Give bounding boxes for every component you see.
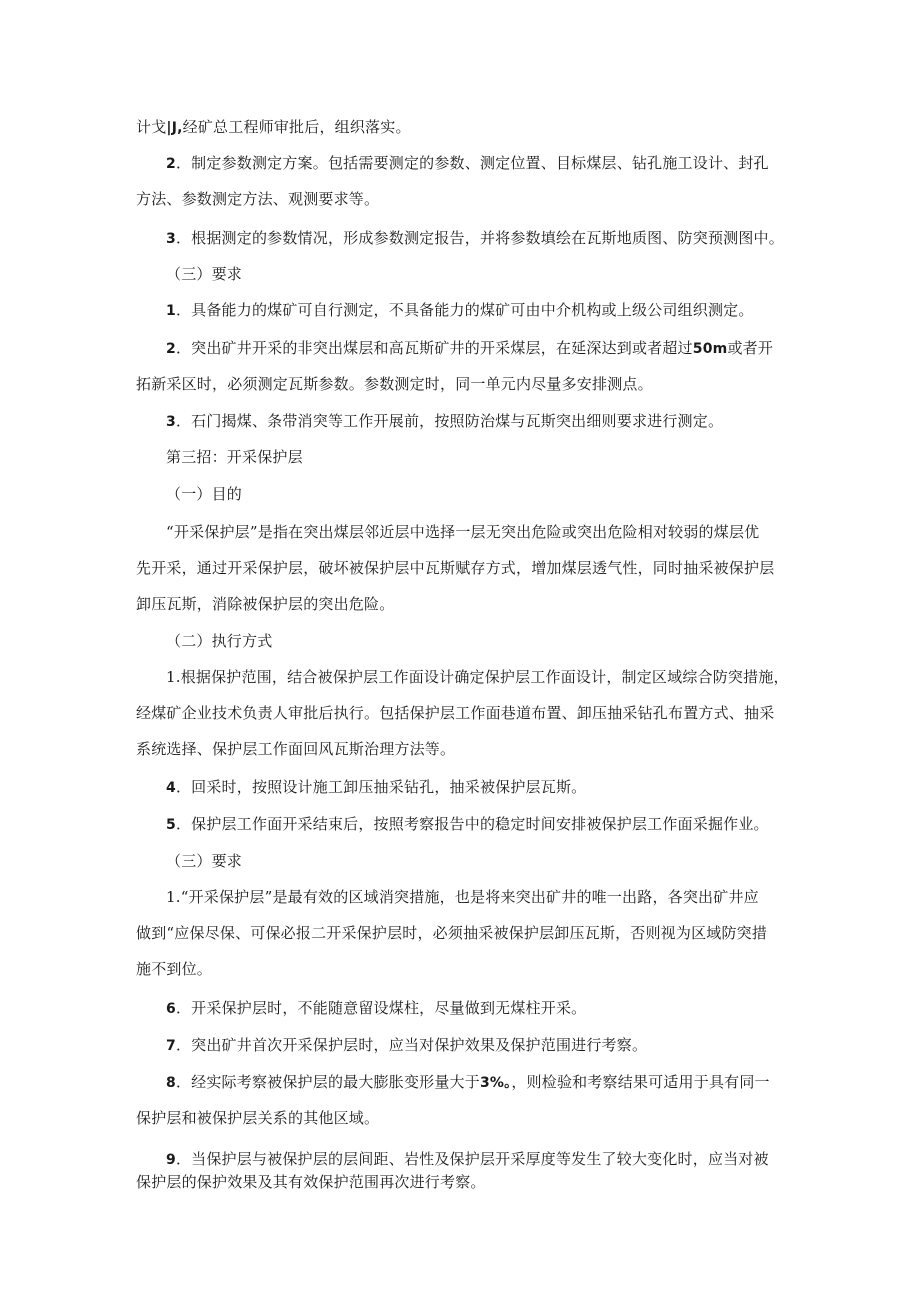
item-text: ．保护层工作面开采结束后，按照考察报告中的稳定时间安排被保护层工作面采掘作业。 bbox=[175, 815, 769, 833]
text-line-24: 施不到位。 bbox=[136, 960, 213, 978]
item-text: ．当保护层与被保护层的层间距、岩性及保护层开采厚度等发生了较大变化时，应当对被 bbox=[175, 1150, 769, 1168]
item-number: 8 bbox=[166, 1075, 176, 1091]
item-number: 5 bbox=[166, 817, 176, 833]
item-value-bold: 3%。 bbox=[479, 1075, 512, 1091]
section-heading-execution: （二）执行方式 bbox=[166, 632, 273, 650]
list-item-3 bbox=[166, 228, 784, 249]
list-item-7 bbox=[166, 1035, 647, 1056]
list-item-6 bbox=[166, 998, 586, 1019]
text-fragment-bold: |J, bbox=[166, 120, 183, 136]
list-item-2 bbox=[166, 153, 769, 174]
text-line-8: 拓新采区时，必须测定瓦斯参数。参数测定时，同一单元内尽量多安排测点。 bbox=[136, 375, 653, 393]
item-value-bold: 50m bbox=[692, 341, 728, 357]
list-item-2b bbox=[166, 338, 773, 359]
text-line-22: 1.“开采保护层”是最有效的区域消突措施，也是将来突出矿井的唯一出路，各突出矿井应 bbox=[166, 888, 759, 906]
text-line-14: 卸压瓦斯，消除被保护层的突出危险。 bbox=[136, 595, 395, 613]
item-text: ．根据测定的参数情况，形成参数测定报告，并将参数填绘在瓦斯地质图、防突预测图中。 bbox=[175, 229, 784, 247]
item-text: ．制定参数测定方案。包括需要测定的参数、测定位置、目标煤层、钻孔施工设计、封孔 bbox=[175, 154, 769, 172]
text-line-28: 保护层和被保护层关系的其他区域。 bbox=[136, 1109, 380, 1127]
list-item-9 bbox=[166, 1149, 769, 1170]
list-item-8 bbox=[166, 1072, 770, 1093]
list-item-5 bbox=[166, 814, 769, 835]
text-line-3: 方法、参数测定方法、观测要求等。 bbox=[136, 190, 380, 208]
item-number: 3 bbox=[166, 414, 176, 430]
list-item-4 bbox=[166, 777, 586, 798]
item-text: ．开采保护层时，不能随意留设煤柱，尽量做到无煤柱开采。 bbox=[175, 999, 587, 1017]
item-number: 4 bbox=[166, 780, 176, 796]
text-line-12: “开采保护层”是指在突出煤层邻近层中选择一层无突出危险或突出危险相对较弱的煤层优 bbox=[166, 523, 760, 541]
item-number: 1 bbox=[166, 303, 176, 319]
list-item-1 bbox=[166, 300, 754, 321]
text-line-30: 保护层的保护效果及其有效保护范围再次进行考察。 bbox=[136, 1173, 486, 1191]
text-line-23: 做到“应保尽保、可保必报二开采保护层时，必须抽采被保护层卸压瓦斯，否则视为区域防突措 bbox=[136, 924, 768, 942]
item-text: ．经实际考察被保护层的最大膨胀变形量大于 bbox=[175, 1073, 480, 1091]
item-text: ．具备能力的煤矿可自行测定，不具备能力的煤矿可由中介机构或上级公司组织测定。 bbox=[175, 301, 754, 319]
item-number: 9 bbox=[166, 1152, 176, 1168]
item-text: ．突出矿井首次开采保护层时，应当对保护效果及保护范围进行考察。 bbox=[175, 1036, 648, 1054]
text-fragment: 计戈 bbox=[136, 118, 167, 136]
section-heading-requirements-2: （三）要求 bbox=[166, 852, 243, 870]
item-text: 或者开 bbox=[727, 339, 774, 357]
item-number: 3 bbox=[166, 231, 176, 247]
section-heading-purpose: （一）目的 bbox=[166, 485, 243, 503]
text-line-17: 经煤矿企业技术负责人审批后执行。包括保护层工作面巷道布置、卸压抽采钻孔布置方式、抽采 bbox=[136, 704, 775, 722]
list-item-3b bbox=[166, 411, 723, 432]
item-text: ．石门揭煤、条带消突等工作开展前，按照防治煤与瓦斯突出细则要求进行测定。 bbox=[175, 412, 724, 430]
text-line-16: 1.根据保护范围，结合被保护层工作面设计确定保护层工作面设计，制定区域综合防突措施， bbox=[166, 668, 789, 686]
item-text: ．回采时，按照设计施工卸压抽采钻孔，抽采被保护层瓦斯。 bbox=[175, 778, 587, 796]
section-heading-requirements: （三）要求 bbox=[166, 265, 243, 283]
item-number: 7 bbox=[166, 1038, 176, 1054]
text-line-13: 先开采，通过开采保护层，破坏被保护层中瓦斯赋存方式，增加煤层透气性，同时抽采被保护层 bbox=[136, 559, 775, 577]
item-number: 6 bbox=[166, 1001, 176, 1017]
chapter-heading: 第三招：开采保护层 bbox=[166, 448, 303, 466]
item-text: ，则检验和考察结果可适用于具有同一 bbox=[511, 1073, 770, 1091]
item-number: 2 bbox=[166, 156, 176, 172]
text-line-1 bbox=[136, 117, 411, 138]
item-number: 2 bbox=[166, 341, 176, 357]
item-text: ．突出矿井开采的非突出煤层和高瓦斯矿井的开采煤层，在延深达到或者超过 bbox=[175, 339, 693, 357]
text-fragment: 经矿总工程师审批后，组织落实。 bbox=[182, 118, 411, 136]
text-line-18: 系统选择、保护层工作面回风瓦斯治理方法等。 bbox=[136, 740, 456, 758]
